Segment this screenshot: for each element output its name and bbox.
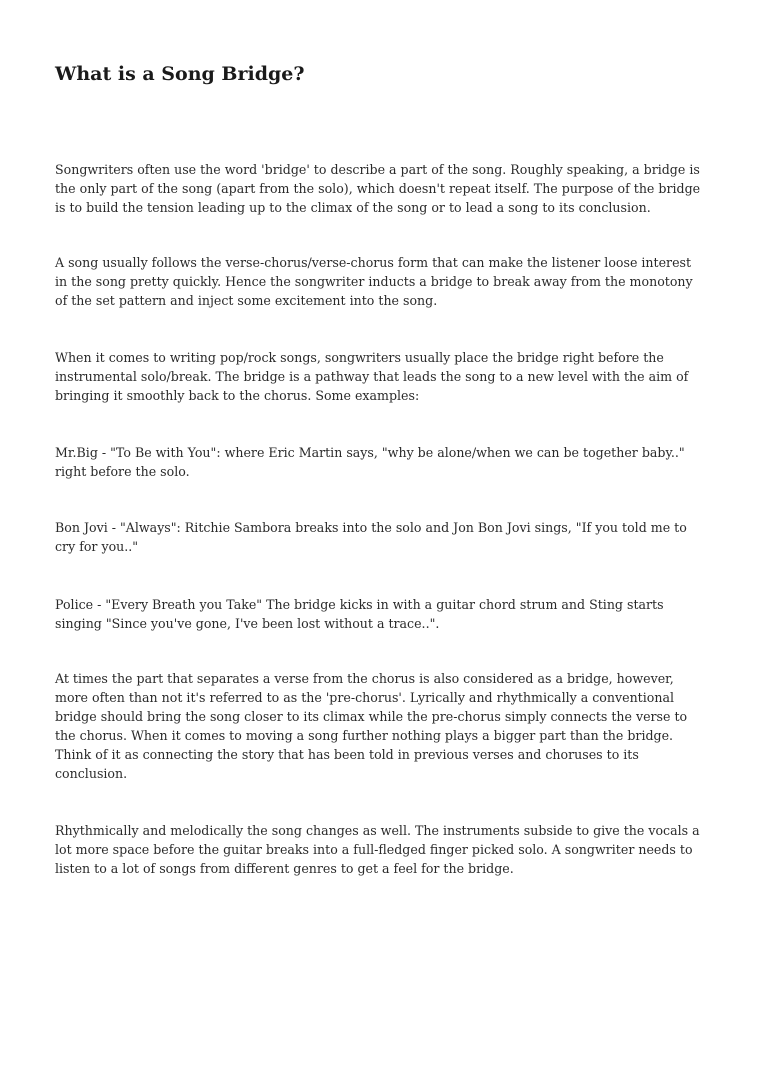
text-line: Mr.Big - "To Be with You": where Eric Martin says, "why be alone/when we can be together baby.." — [55, 445, 685, 460]
text-line: Police - "Every Breath you Take" The bridge kicks in with a guitar chord strum and Sting starts — [55, 597, 664, 612]
text-line: of the set pattern and inject some excitement into the song. — [55, 293, 438, 308]
text-line: Songwriters often use the word 'bridge' to describe a part of the song. Roughly speaking, a bridge is — [55, 162, 700, 177]
paragraph-example-police — [55, 595, 715, 633]
paragraph-pre-chorus — [55, 669, 715, 783]
text-line: cry for you.." — [55, 539, 139, 554]
text-line: bringing it smoothly back to the chorus. Some examples: — [55, 388, 420, 403]
paragraph-pop-rock — [55, 348, 715, 405]
text-line: When it comes to writing pop/rock songs, songwriters usually place the bridge right before the — [55, 350, 664, 365]
text-line: right before the solo. — [55, 464, 190, 479]
text-line: bridge should bring the song closer to its climax while the pre-chorus simply connects the verse to — [55, 709, 688, 724]
text-line: Rhythmically and melodically the song changes as well. The instruments subside to give the vocals a — [55, 823, 700, 838]
text-line: in the song pretty quickly. Hence the songwriter inducts a bridge to break away from the monotony — [55, 274, 693, 289]
text-line: the only part of the song (apart from the solo), which doesn't repeat itself. The purpose of the bridge — [55, 181, 701, 196]
text-line: is to build the tension leading up to the climax of the song or to lead a song to its conclusion. — [55, 200, 651, 215]
text-line: singing "Since you've gone, I've been lost without a trace..". — [55, 616, 440, 631]
page-title: What is a Song Bridge? — [55, 63, 305, 85]
text-line: more often than not it's referred to as the 'pre-chorus'. Lyrically and rhythmically a conventional — [55, 690, 674, 705]
text-line: At times the part that separates a verse from the chorus is also considered as a bridge, however, — [55, 671, 674, 686]
text-line: A song usually follows the verse-chorus/verse-chorus form that can make the listener loose interest — [55, 255, 692, 270]
text-line: Bon Jovi - "Always": Ritchie Sambora breaks into the solo and Jon Bon Jovi sings, "If you told me to — [55, 520, 687, 535]
text-line: the chorus. When it comes to moving a song further nothing plays a bigger part than the bridge. — [55, 728, 674, 743]
paragraph-example-mr-big — [55, 443, 715, 481]
text-line: Think of it as connecting the story that has been told in previous verses and choruses to its — [55, 747, 639, 762]
paragraph-intro — [55, 160, 715, 217]
text-line: conclusion. — [55, 766, 128, 781]
text-line: listen to a lot of songs from different genres to get a feel for the bridge. — [55, 861, 514, 876]
paragraph-rhythm-melody — [55, 821, 715, 878]
text-line: lot more space before the guitar breaks into a full-fledged finger picked solo. A songwriter needs to — [55, 842, 693, 857]
paragraph-song-form — [55, 253, 715, 310]
text-line: instrumental solo/break. The bridge is a pathway that leads the song to a new level with the aim of — [55, 369, 689, 384]
paragraph-example-bon-jovi — [55, 518, 715, 556]
